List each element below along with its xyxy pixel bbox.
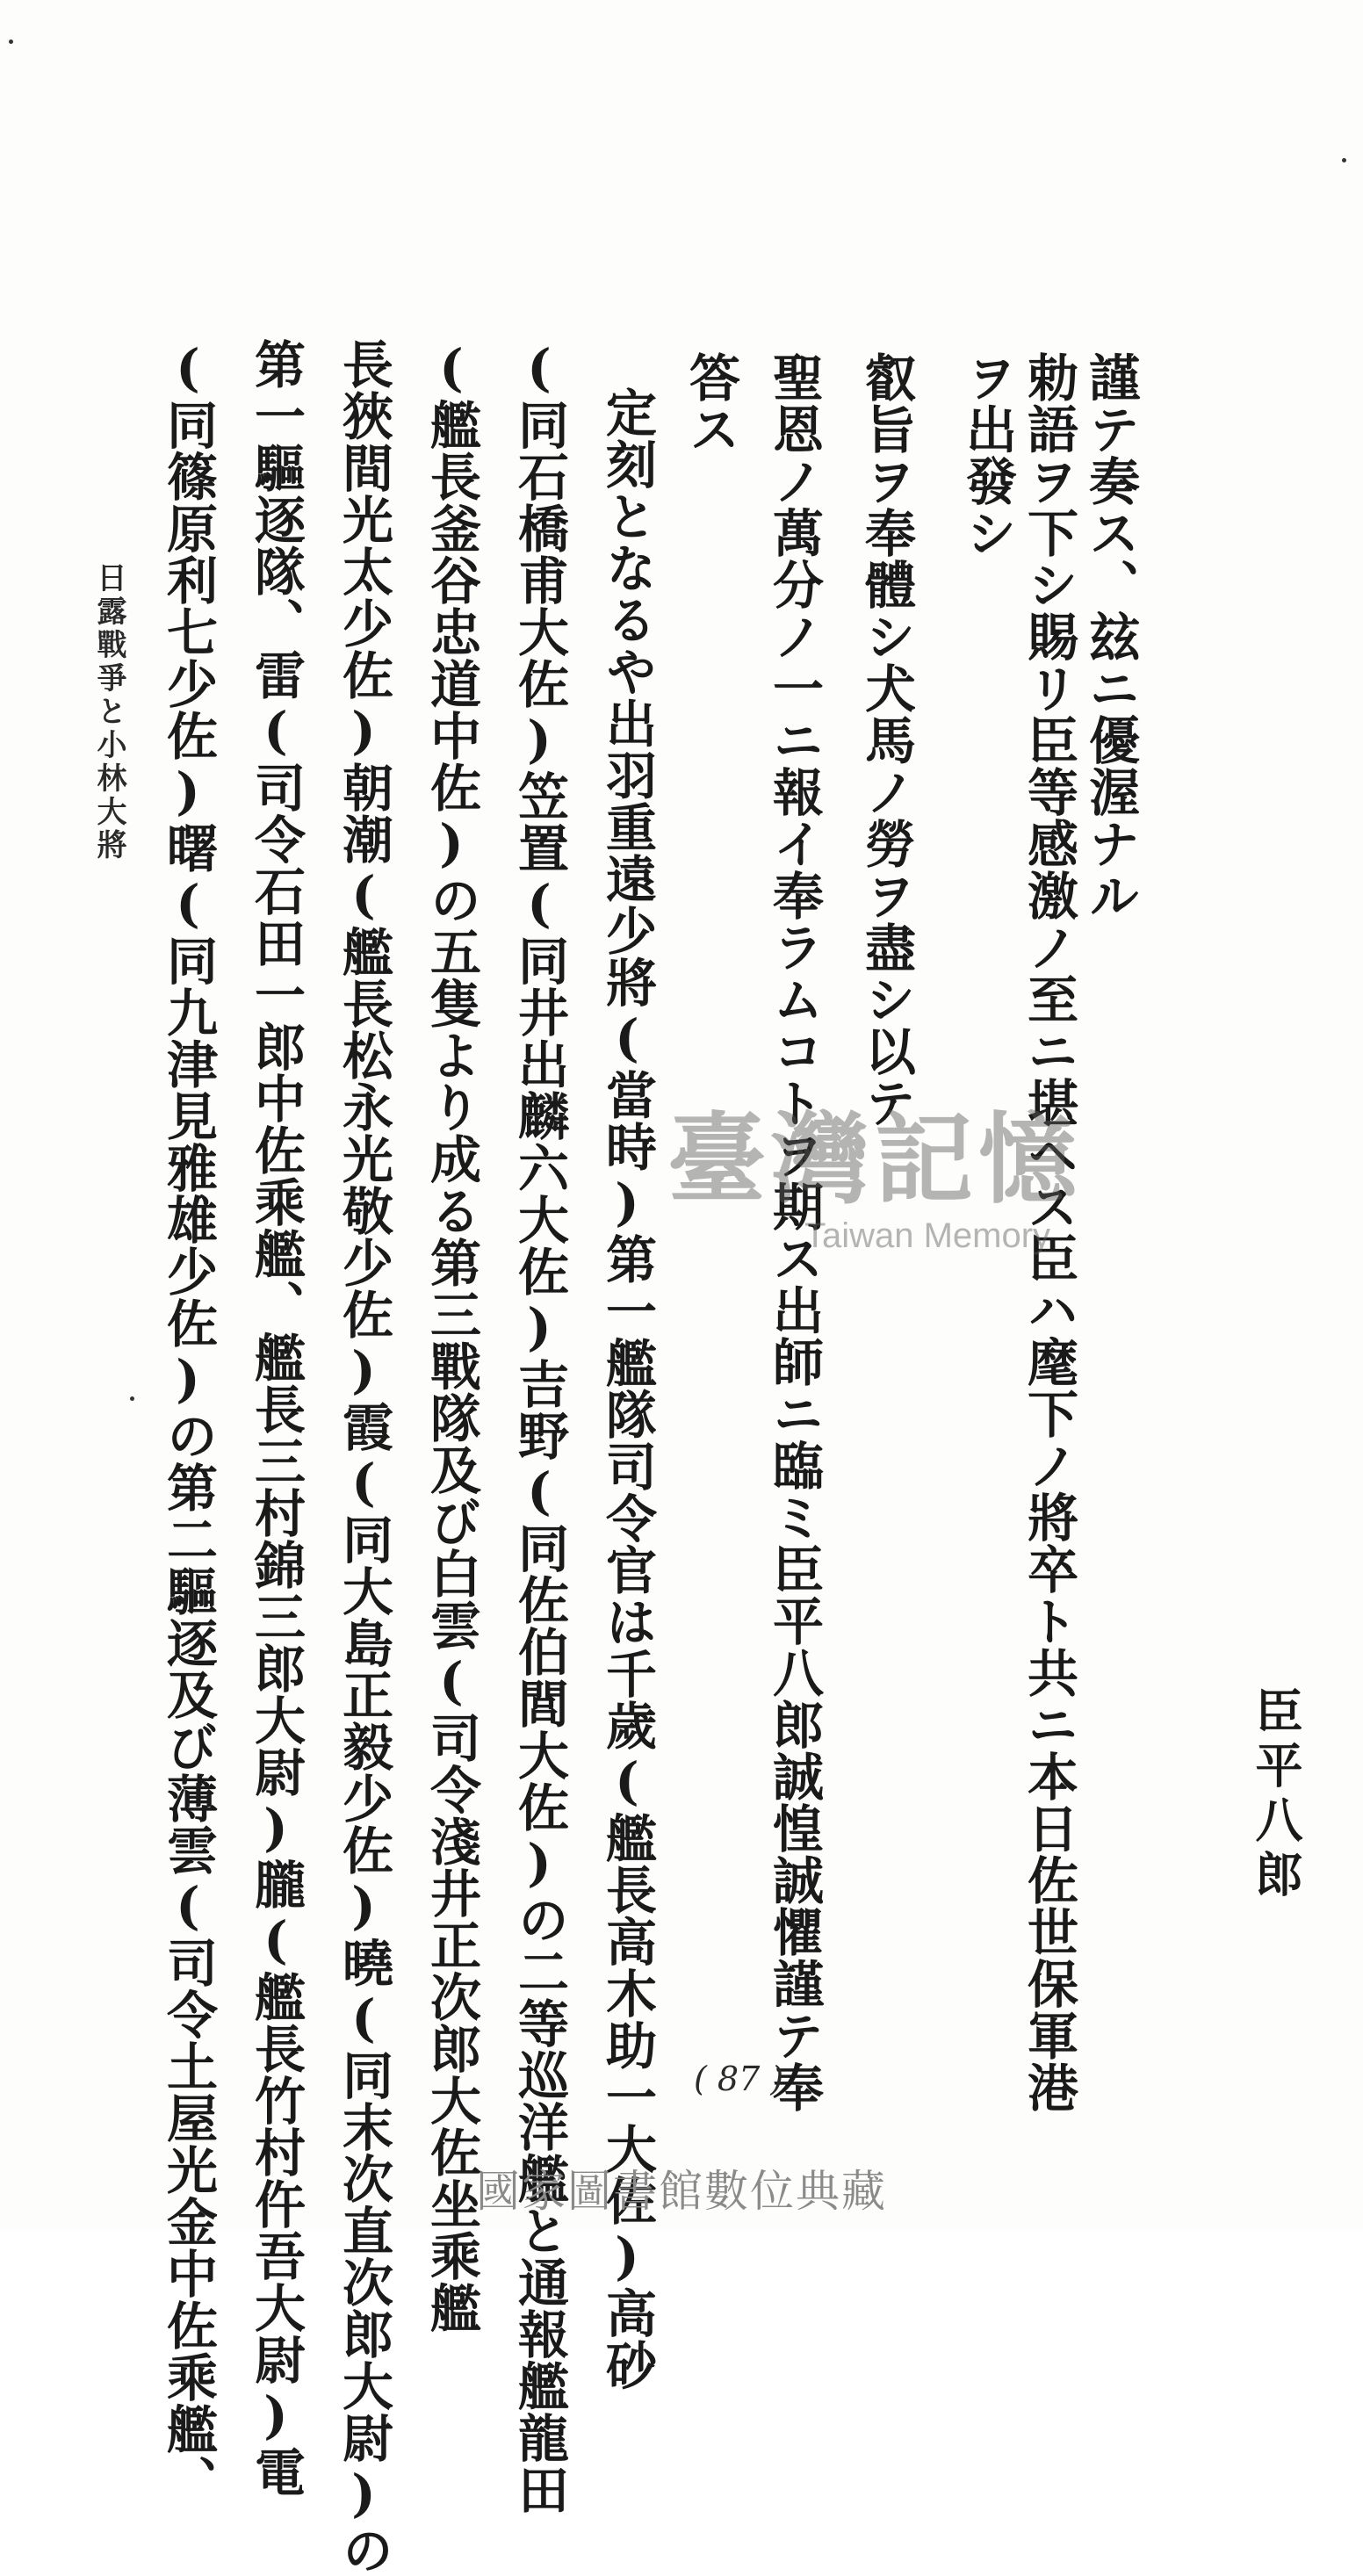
watermark-logo xyxy=(667,1102,1082,1256)
page-number: ( 87 ) xyxy=(694,2060,784,2098)
text-column-1: 謹テ奏ス、玆ニ優渥ナル xyxy=(1080,351,1140,921)
running-head: 日露戰爭と小林大將 xyxy=(91,562,126,862)
text-column-2: 勅語ヲ下シ賜リ臣等感激ノ至ニ堪ヘス臣ハ麾下ノ將卒ト共ニ本日佐世保軍港 xyxy=(1019,351,1078,2113)
text-column-11: 第一驅逐隊、雷(司令石田一郎中佐乘艦、艦長三村錦三郎大尉)朧(艦長竹村仵吾大尉)電 xyxy=(246,338,306,2498)
text-column-12: (同篠原利七少佐)曙(同九津見雅雄少佐)の第二驅逐及び薄雲(司令土屋光金中佐乘艦、 xyxy=(158,338,218,2507)
footer-credit: 國家圖書館數位典藏 xyxy=(476,2166,887,2217)
text-column-10: 長狹間光太少佐)朝潮(艦長松永光敬少佐)霞(同大島正毅少佐)曉(同末次直次郎大尉)の xyxy=(334,338,393,2576)
text-column-3: ヲ出發シ xyxy=(957,351,1017,559)
text-column-9: (艦長釜谷忠道中佐)の五隻より成る第三戰隊及び白雲(司令淺井正次郎大佐坐乘艦 xyxy=(422,338,481,2334)
scan-speck xyxy=(130,1396,134,1401)
text-column-6: 答ス xyxy=(681,351,740,455)
text-column-5: 聖恩ノ萬分ノ一ニ報イ奉ラムコトヲ期ス出師ニ臨ミ臣平八郎誠惶誠懼謹テ奉 xyxy=(764,351,824,2113)
scan-speck xyxy=(9,40,13,44)
watermark-text: 臺灣記憶 xyxy=(667,1102,1082,1217)
scan-speck xyxy=(1342,158,1346,162)
text-column-4: 叡旨ヲ奉體シ犬馬ノ勞ヲ盡シ以テ xyxy=(856,351,916,1129)
signature: 臣平八郎 xyxy=(1248,1686,1304,1904)
watermark-subtitle: Taiwan Memory xyxy=(804,1216,1051,1255)
text-column-7: 定刻となるや出羽重遠少將(當時)第一艦隊司令官は千歲(艦長高木助一大佐)高砂 xyxy=(597,386,657,2391)
text-column-8: (同石橋甫大佐)笠置(同井出麟六大佐)吉野(同佐伯閭大佐)の二等巡洋艦と通報艦龍田 xyxy=(509,338,569,2515)
